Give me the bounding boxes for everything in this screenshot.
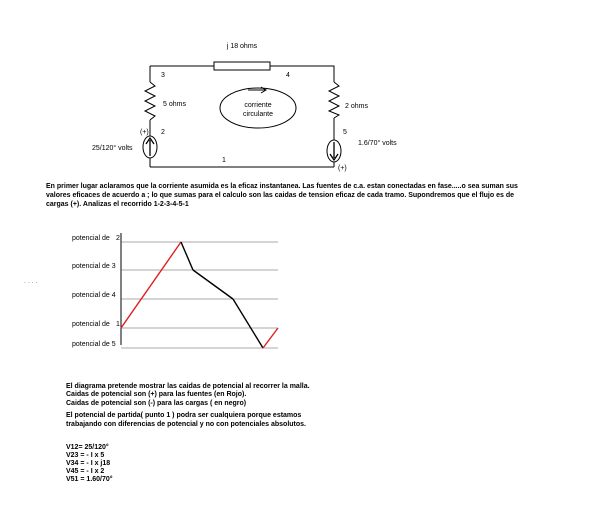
equation-v12: V12= 25/120°: [66, 444, 109, 451]
resistor-2-ohms: [329, 82, 339, 118]
inductor-j18: [214, 62, 270, 70]
segment-3-4: [193, 270, 233, 299]
segment-5-1: [263, 328, 278, 348]
paragraph-line-2: valores eficaces de acuerdo a ; lo que sumas para el calculo son las caidas de tension eficaz de cada tramo. Supondremos que el flujo es de: [46, 192, 514, 199]
potential-diagram: [0, 225, 600, 355]
segment-4-5: [233, 299, 263, 348]
label-right-resistor: 2 ohms: [345, 103, 368, 110]
node-2-label: 2: [161, 129, 165, 136]
right-source-sign: (+): [338, 165, 347, 172]
resistor-5-ohms: [145, 82, 155, 120]
node-3-label: 3: [161, 72, 165, 79]
equation-v51: V51 = 1.60/70°: [66, 476, 113, 483]
segment-1-2: [121, 242, 181, 328]
level-label-4: potencial de 4: [72, 292, 116, 299]
loop-label-line1: corriente: [244, 102, 272, 109]
equation-v45: V45 = - I x 2: [66, 468, 105, 475]
label-left-resistor: 5 ohms: [163, 101, 186, 108]
label-right-source: 1.6/70° volts: [358, 140, 397, 147]
note-line-4: El potencial de partida( punto 1 ) podra ser cualquiera porque estamos: [66, 412, 302, 419]
note-line-2: Caidas de potencial son (+) para las fuentes (en Rojo).: [66, 391, 247, 398]
equation-v34: V34 = - I x j18: [66, 460, 111, 467]
paragraph-line-1: En primer lugar aclaramos que la corriente asumida es la eficaz instantanea. Las fuentes de c.a. estan conectadas en fase.....o sea suman sus: [46, 183, 518, 190]
level-label-1: potencial de: [72, 321, 110, 328]
margin-dots: . . . .: [24, 278, 38, 285]
level-point-2: 2: [116, 235, 120, 242]
node-5-label: 5: [343, 129, 347, 136]
level-point-1: 1: [116, 321, 120, 328]
circuit-diagram: [0, 0, 600, 180]
level-label-3: potencial de 3: [72, 263, 116, 270]
node-1-label: 1: [222, 157, 226, 164]
label-left-source: 25/120° volts: [92, 145, 133, 152]
note-line-3: Caidas de potencial son (-) para las cargas ( en negro): [66, 400, 247, 407]
explanation-paragraph: [46, 182, 536, 209]
level-label-2: potencial de: [72, 235, 110, 242]
equation-v23: V23 = - I x 5: [66, 452, 105, 459]
segment-2-3: [181, 242, 193, 270]
note-line-1: El diagrama pretende mostrar las caidas de potencial al recorrer la malla.: [66, 383, 310, 390]
left-source-sign: (+): [140, 129, 149, 136]
loop-label-line2: circulante: [243, 111, 273, 118]
node-4-label: 4: [286, 72, 290, 79]
paragraph-line-3: cargas (+). Analizas el recorrido 1-2-3-4-5-1: [46, 201, 189, 208]
note-line-5: trabajando con diferencias de potencial y no con potenciales absolutos.: [66, 421, 306, 428]
level-label-5: potencial de 5: [72, 341, 116, 348]
label-top-impedance: j 18 ohms: [226, 43, 258, 50]
